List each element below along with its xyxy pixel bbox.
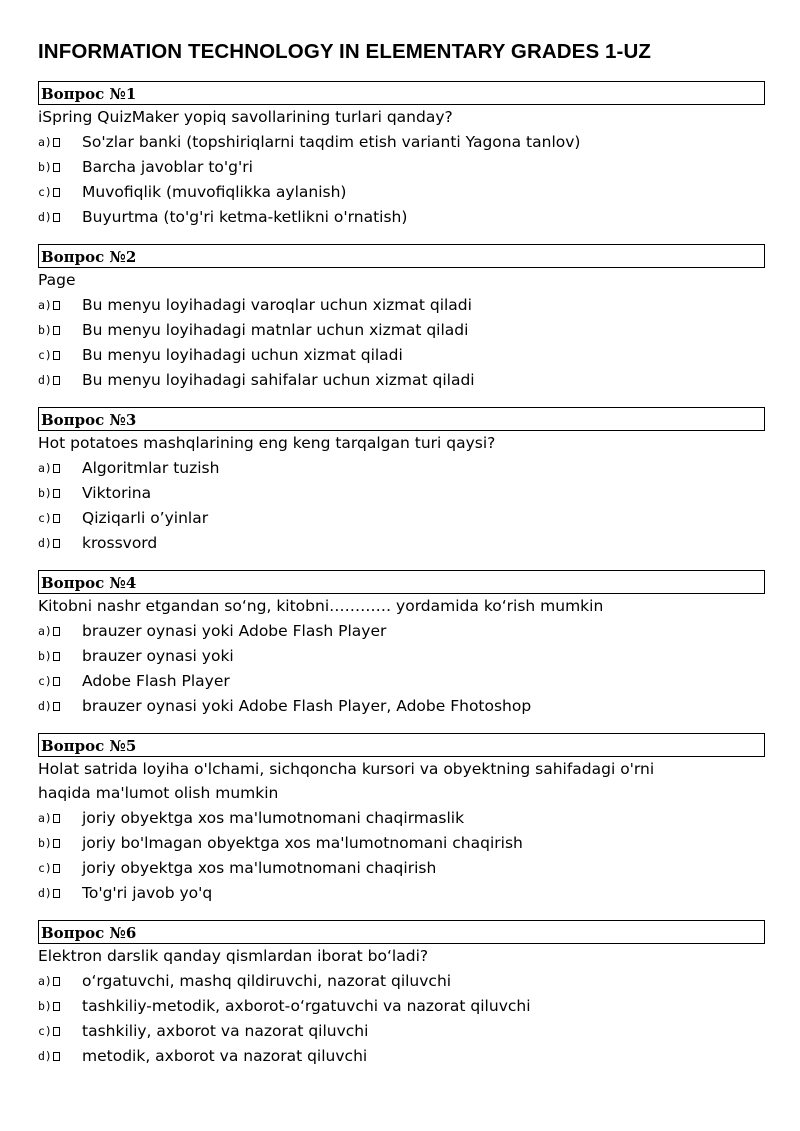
answer-letter: c): [38, 1023, 52, 1038]
answer-list: [38, 805, 765, 905]
answer-letter: c): [38, 184, 52, 199]
missing-glyph-icon: [53, 489, 60, 498]
answer-list: [38, 968, 765, 1068]
answer-option: [38, 455, 765, 480]
missing-glyph-icon: [53, 351, 60, 360]
answer-marker: [38, 160, 82, 174]
answer-marker: [38, 811, 82, 825]
missing-glyph-icon: [53, 677, 60, 686]
answer-marker: [38, 486, 82, 500]
missing-glyph-icon: [53, 652, 60, 661]
answer-marker: [38, 536, 82, 550]
answer-option: [38, 855, 765, 880]
missing-glyph-icon: [53, 301, 60, 310]
answer-letter: d): [38, 209, 52, 224]
answer-letter: d): [38, 698, 52, 713]
question-header: Вопрос №3: [38, 407, 765, 431]
answer-text: metodik, axborot va nazorat qiluvchi: [82, 1046, 368, 1065]
answer-option: [38, 668, 765, 693]
answer-marker: [38, 999, 82, 1013]
answer-text: brauzer oynasi yoki: [82, 646, 234, 665]
answer-text: brauzer oynasi yoki Adobe Flash Player, Adobe Fhotoshop: [82, 696, 532, 715]
answer-option: [38, 643, 765, 668]
missing-glyph-icon: [53, 163, 60, 172]
answer-option: [38, 618, 765, 643]
question-text: Holat satrida loyiha o'lchami, sichqoncha kursori va obyektning sahifadagi o'rni haqida ma'lumot olish mumkin: [38, 760, 655, 802]
answer-letter: d): [38, 885, 52, 900]
answer-option: [38, 129, 765, 154]
missing-glyph-icon: [53, 864, 60, 873]
missing-glyph-icon: [53, 1052, 60, 1061]
missing-glyph-icon: [53, 326, 60, 335]
question-block: [38, 920, 765, 1068]
question-list: [38, 81, 765, 1068]
missing-glyph-icon: [53, 839, 60, 848]
answer-marker: [38, 974, 82, 988]
answer-text: Bu menyu loyihadagi uchun xizmat qiladi: [82, 345, 403, 364]
answer-marker: [38, 185, 82, 199]
missing-glyph-icon: [53, 1027, 60, 1036]
answer-option: [38, 993, 765, 1018]
answer-text: To'g'ri javob yo'q: [82, 883, 213, 902]
missing-glyph-icon: [53, 814, 60, 823]
answer-text: Muvofiqlik (muvofiqlikka aylanish): [82, 182, 347, 201]
question-block: [38, 81, 765, 229]
answer-marker: [38, 836, 82, 850]
answer-letter: a): [38, 810, 52, 825]
missing-glyph-icon: [53, 977, 60, 986]
answer-option: [38, 830, 765, 855]
answer-option: [38, 805, 765, 830]
answer-letter: b): [38, 648, 52, 663]
answer-text: Adobe Flash Player: [82, 671, 230, 690]
answer-option: [38, 1018, 765, 1043]
answer-text: Barcha javoblar to'g'ri: [82, 157, 253, 176]
question-block: [38, 733, 765, 905]
answer-letter: c): [38, 347, 52, 362]
answer-text: brauzer oynasi yoki Adobe Flash Player: [82, 621, 387, 640]
answer-text: joriy obyektga xos ma'lumotnomani chaqirmaslik: [82, 808, 465, 827]
answer-option: [38, 367, 765, 392]
answer-letter: a): [38, 134, 52, 149]
answer-letter: b): [38, 485, 52, 500]
answer-letter: a): [38, 623, 52, 638]
answer-text: Buyurtma (to'g'ri ketma-ketlikni o'rnatish): [82, 207, 408, 226]
answer-list: [38, 292, 765, 392]
answer-text: o‘rgatuvchi, mashq qildiruvchi, nazorat qiluvchi: [82, 971, 452, 990]
answer-letter: b): [38, 159, 52, 174]
answer-letter: a): [38, 973, 52, 988]
question-header: Вопрос №6: [38, 920, 765, 944]
answer-letter: a): [38, 460, 52, 475]
answer-marker: [38, 861, 82, 875]
question-text: iSpring QuizMaker yopiq savollarining turlari qanday?: [38, 108, 453, 126]
answer-marker: [38, 373, 82, 387]
answer-letter: a): [38, 297, 52, 312]
question-text: Kitobni nashr etgandan so‘ng, kitobni………… yordamida ko‘rish mumkin: [38, 597, 604, 615]
answer-letter: c): [38, 860, 52, 875]
answer-letter: c): [38, 510, 52, 525]
answer-option: [38, 204, 765, 229]
answer-text: Bu menyu loyihadagi sahifalar uchun xizmat qiladi: [82, 370, 475, 389]
answer-option: [38, 1043, 765, 1068]
question-text: Elektron darslik qanday qismlardan iborat bo‘ladi?: [38, 947, 429, 965]
answer-text: So'zlar banki (topshiriqlarni taqdim etish varianti Yagona tanlov): [82, 132, 581, 151]
answer-marker: [38, 348, 82, 362]
answer-text: tashkiliy-metodik, axborot-o‘rgatuvchi va nazorat qiluvchi: [82, 996, 531, 1015]
missing-glyph-icon: [53, 627, 60, 636]
answer-text: Viktorina: [82, 483, 152, 502]
answer-text: joriy obyektga xos ma'lumotnomani chaqirish: [82, 858, 437, 877]
answer-marker: [38, 298, 82, 312]
missing-glyph-icon: [53, 213, 60, 222]
answer-marker: [38, 210, 82, 224]
answer-option: [38, 154, 765, 179]
answer-text: Algoritmlar tuzish: [82, 458, 220, 477]
question-text: Page: [38, 271, 76, 289]
question-text: Hot potatoes mashqlarining eng keng tarqalgan turi qaysi?: [38, 434, 496, 452]
missing-glyph-icon: [53, 514, 60, 523]
answer-marker: [38, 323, 82, 337]
answer-option: [38, 179, 765, 204]
answer-text: Bu menyu loyihadagi varoqlar uchun xizmat qiladi: [82, 295, 472, 314]
answer-text: krossvord: [82, 533, 158, 552]
answer-list: [38, 455, 765, 555]
answer-marker: [38, 674, 82, 688]
missing-glyph-icon: [53, 188, 60, 197]
missing-glyph-icon: [53, 376, 60, 385]
answer-marker: [38, 649, 82, 663]
answer-marker: [38, 1024, 82, 1038]
answer-option: [38, 342, 765, 367]
answer-option: [38, 480, 765, 505]
answer-text: Qiziqarli o’yinlar: [82, 508, 209, 527]
answer-option: [38, 317, 765, 342]
question-header: Вопрос №2: [38, 244, 765, 268]
question-header: Вопрос №5: [38, 733, 765, 757]
answer-text: joriy bo'lmagan obyektga xos ma'lumotnomani chaqirish: [82, 833, 523, 852]
question-header: Вопрос №1: [38, 81, 765, 105]
answer-letter: d): [38, 535, 52, 550]
answer-list: [38, 618, 765, 718]
document-title: INFORMATION TECHNOLOGY IN ELEMENTARY GRADES 1-UZ: [38, 40, 651, 63]
answer-letter: b): [38, 322, 52, 337]
missing-glyph-icon: [53, 889, 60, 898]
answer-option: [38, 505, 765, 530]
answer-marker: [38, 511, 82, 525]
question-block: [38, 407, 765, 555]
answer-marker: [38, 461, 82, 475]
answer-letter: c): [38, 673, 52, 688]
question-block: [38, 570, 765, 718]
missing-glyph-icon: [53, 1002, 60, 1011]
missing-glyph-icon: [53, 539, 60, 548]
answer-marker: [38, 135, 82, 149]
answer-marker: [38, 624, 82, 638]
answer-option: [38, 880, 765, 905]
answer-list: [38, 129, 765, 229]
missing-glyph-icon: [53, 138, 60, 147]
missing-glyph-icon: [53, 702, 60, 711]
missing-glyph-icon: [53, 464, 60, 473]
question-header: Вопрос №4: [38, 570, 765, 594]
answer-marker: [38, 699, 82, 713]
answer-option: [38, 292, 765, 317]
answer-letter: b): [38, 835, 52, 850]
answer-marker: [38, 1049, 82, 1063]
answer-letter: d): [38, 372, 52, 387]
answer-letter: d): [38, 1048, 52, 1063]
answer-text: tashkiliy, axborot va nazorat qiluvchi: [82, 1021, 369, 1040]
answer-marker: [38, 886, 82, 900]
answer-text: Bu menyu loyihadagi matnlar uchun xizmat qiladi: [82, 320, 469, 339]
answer-option: [38, 968, 765, 993]
answer-option: [38, 693, 765, 718]
answer-letter: b): [38, 998, 52, 1013]
question-block: [38, 244, 765, 392]
answer-option: [38, 530, 765, 555]
document-page: [38, 38, 765, 1068]
